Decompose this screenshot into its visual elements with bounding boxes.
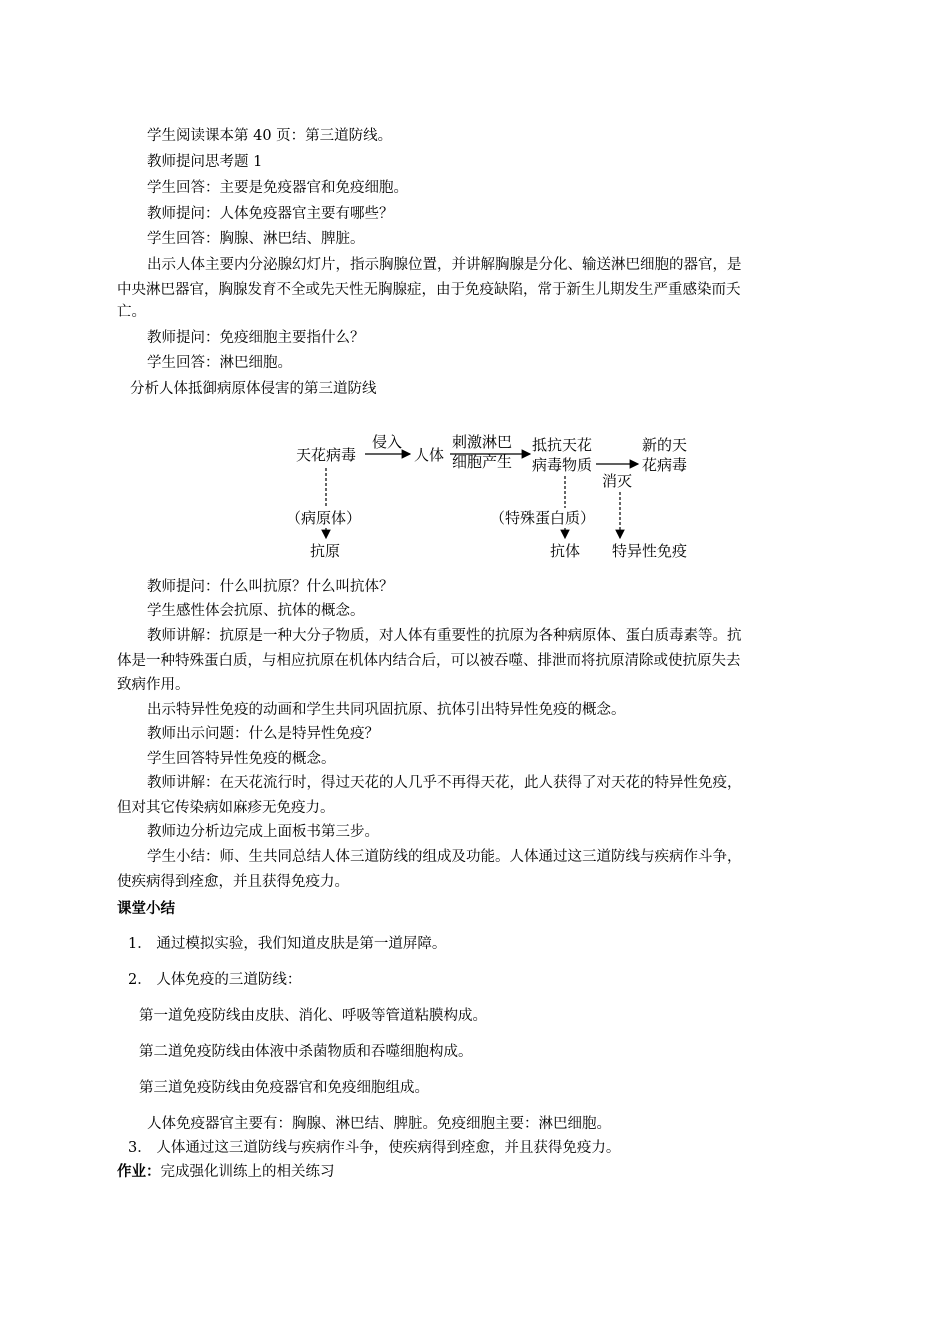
- paragraph: 教师提问：免疫细胞主要指什么？: [147, 330, 365, 346]
- paragraph: 学生回答：淋巴细胞。: [147, 355, 292, 371]
- paragraph: 教师边分析边完成上面板书第三步。: [147, 824, 379, 840]
- label-anti-line1: 抵抗天花: [532, 436, 593, 454]
- label-specific-immunity: 特异性免疫: [612, 542, 688, 560]
- label-stimulate-line1: 刺激淋巴: [452, 433, 513, 451]
- label-special-protein: （特殊蛋白质）: [490, 509, 596, 527]
- label-stimulate-line2: 细胞产生: [452, 453, 513, 471]
- paragraph: 体是一种特殊蛋白质，与相应抗原在机体内结合后，可以被吞噬、排泄而将抗原清除或使抗原失去: [117, 653, 741, 669]
- section-heading: 课堂小结: [117, 901, 175, 917]
- label-new-virus-line1: 新的天: [642, 436, 688, 454]
- label-human-body: 人体: [414, 446, 445, 464]
- paragraph: 致病作用。: [117, 677, 190, 693]
- paragraph: 教师出示问题：什么是特异性免疫？: [147, 726, 379, 742]
- paragraph: 教师讲解：抗原是一种大分子物质，对人体有重要性的抗原为各种病原体、蛋白质毒素等。抗: [147, 628, 742, 644]
- paragraph: 教师讲解：在天花流行时，得过天花的人几乎不再得天花，此人获得了对天花的特异性免疫，: [147, 775, 742, 791]
- paragraph: 分析人体抵御病原体侵害的第三道防线: [130, 381, 377, 397]
- summary-line: 人体免疫器官主要有：胸腺、淋巴结、脾脏。免疫细胞主要：淋巴细胞。: [147, 1116, 611, 1132]
- paragraph: 学生小结：师、生共同总结人体三道防线的组成及功能。人体通过这三道防线与疾病作斗争，: [147, 849, 742, 865]
- label-smallpox-virus: 天花病毒: [296, 446, 357, 464]
- paragraph: 出示特异性免疫的动画和学生共同巩固抗原、抗体引出特异性免疫的概念。: [147, 702, 626, 718]
- paragraph: 学生阅读课本第 40 页：第三道防线。: [147, 128, 393, 144]
- immune-defense-diagram: [280, 420, 710, 565]
- label-invade: 侵入: [372, 433, 403, 451]
- paragraph: 中央淋巴器官，胸腺发育不全或先天性无胸腺症，由于免疫缺陷，常于新生儿期发生严重感染而夭: [117, 282, 741, 298]
- summary-item: 2． 人体免疫的三道防线：: [128, 972, 302, 988]
- paragraph: 学生回答：主要是免疫器官和免疫细胞。: [147, 180, 408, 196]
- summary-item: 3． 人体通过这三道防线与疾病作斗争，使疾病得到痊愈，并且获得免疫力。: [128, 1140, 621, 1156]
- label-antigen: 抗原: [310, 542, 341, 560]
- paragraph: 学生感性体会抗原、抗体的概念。: [147, 603, 365, 619]
- label-anti-line2: 病毒物质: [532, 456, 593, 474]
- paragraph: 学生回答特异性免疫的概念。: [147, 751, 336, 767]
- homework-line: [117, 1163, 335, 1181]
- homework-label: 作业：: [117, 1164, 161, 1180]
- label-eliminate: 消灭: [602, 472, 633, 490]
- paragraph: 教师提问：人体免疫器官主要有哪些？: [147, 206, 394, 222]
- paragraph: 出示人体主要内分泌腺幻灯片，指示胸腺位置，并讲解胸腺是分化、输送淋巴细胞的器官，是: [147, 257, 742, 273]
- label-pathogen: （病原体）: [286, 509, 362, 527]
- paragraph: 教师提问思考题 1: [147, 154, 263, 170]
- label-new-virus-line2: 花病毒: [642, 456, 688, 474]
- paragraph: 但对其它传染病如麻疹无免疫力。: [117, 800, 335, 816]
- summary-line: 第三道免疫防线由免疫器官和免疫细胞组成。: [139, 1080, 429, 1096]
- paragraph: 学生回答：胸腺、淋巴结、脾脏。: [147, 231, 365, 247]
- paragraph: 使疾病得到痊愈，并且获得免疫力。: [117, 874, 349, 890]
- paragraph: 亡。: [117, 304, 146, 320]
- homework-text: 完成强化训练上的相关练习: [160, 1164, 335, 1180]
- summary-item: 1． 通过模拟实验，我们知道皮肤是第一道屏障。: [128, 936, 447, 952]
- paragraph: 教师提问：什么叫抗原？什么叫抗体？: [147, 579, 394, 595]
- label-antibody: 抗体: [550, 542, 581, 560]
- summary-line: 第一道免疫防线由皮肤、消化、呼吸等管道粘膜构成。: [139, 1008, 487, 1024]
- summary-line: 第二道免疫防线由体液中杀菌物质和吞噬细胞构成。: [139, 1044, 473, 1060]
